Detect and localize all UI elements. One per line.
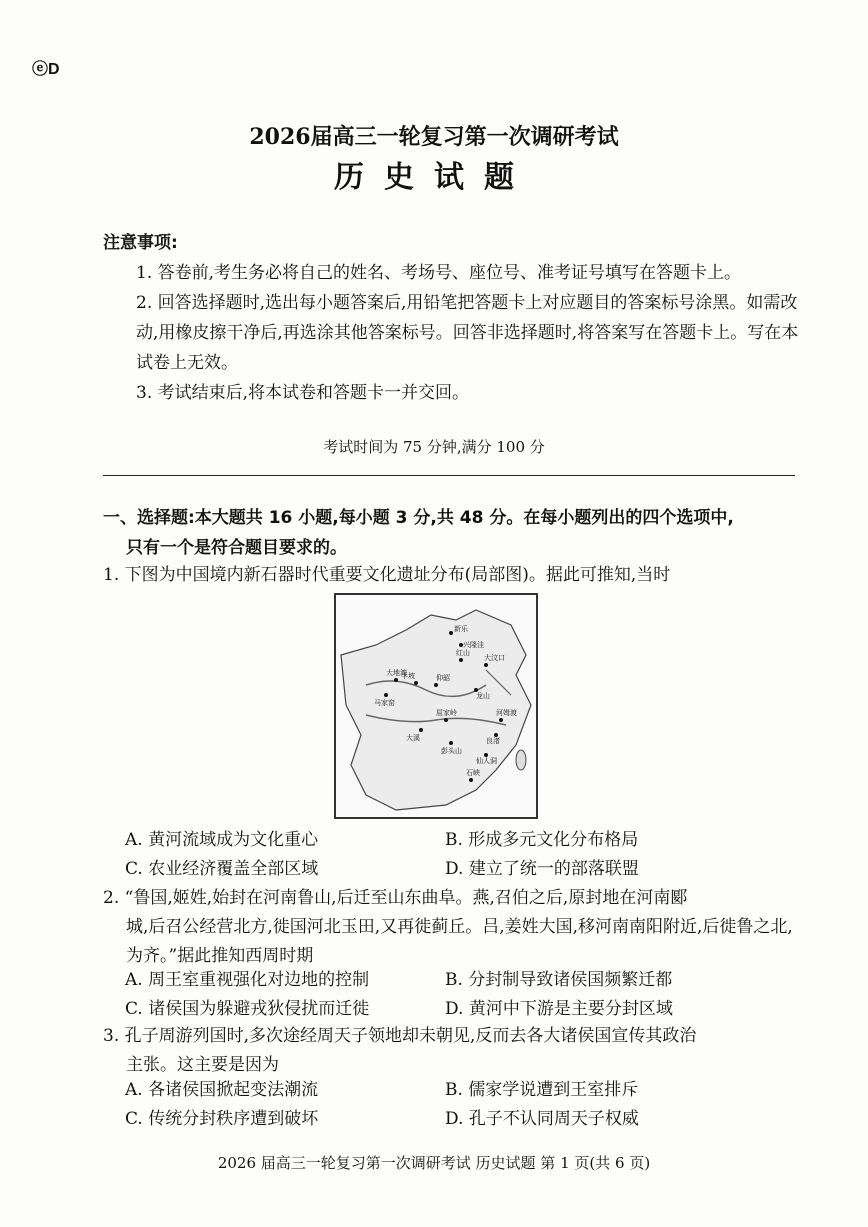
site-dot	[434, 683, 438, 687]
question-stem: 2. “鲁国,姬姓,始封在河南鲁山,后迁至山东曲阜。燕,召伯之后,原封地在河南郾	[103, 888, 688, 908]
question-2-stem	[103, 884, 803, 971]
site-label: 马家窑	[374, 699, 395, 707]
option-a[interactable]: A. 周王室重视强化对边地的控制	[125, 970, 370, 990]
site-dot	[459, 658, 463, 662]
exam-time: 考试时间为 75 分钟,满分 100 分	[323, 438, 545, 456]
corner-mark: ⓔD	[32, 61, 60, 78]
notice-item: 3. 考试结束后,将本试卷和答题卡一并交回。	[136, 383, 470, 403]
question-stem-continued: 主张。这主要是因为	[126, 1055, 279, 1075]
question-stem-continued: 城,后召公经营北方,徙国河北玉田,又再徙蓟丘。吕,姜姓大国,移河南南阳附近,后徙鲁之北,为齐。”据此推知西周时期	[126, 917, 793, 966]
option-d[interactable]: D. 黄河中下游是主要分封区域	[445, 999, 673, 1019]
question-stem: 1. 下图为中国境内新石器时代重要文化遗址分布(局部图)。据此可推知,当时	[103, 565, 671, 585]
site-label: 新乐	[454, 625, 468, 633]
exam-subtitle: 2026届高三一轮复习第一次调研考试	[249, 124, 619, 150]
neolithic-sites-map	[334, 593, 538, 819]
question-3-options	[125, 1076, 765, 1134]
option-a[interactable]: A. 黄河流域成为文化重心	[125, 830, 319, 850]
site-label: 大汶口	[484, 654, 505, 662]
site-label: 龙山	[476, 692, 490, 700]
divider	[103, 475, 795, 476]
site-dot	[449, 741, 453, 745]
section-heading-line2: 只有一个是符合题目要求的。	[126, 538, 347, 558]
site-label: 兴隆洼	[463, 641, 484, 649]
question-2-options	[125, 966, 765, 1024]
question-1-stem	[103, 561, 803, 590]
site-dot	[384, 693, 388, 697]
site-label: 红山	[456, 649, 470, 657]
site-label: 良渚	[486, 737, 500, 745]
site-label: 屈家岭	[436, 709, 457, 717]
site-label: 河姆渡	[496, 709, 517, 717]
site-dot	[484, 663, 488, 667]
option-c[interactable]: C. 诸侯国为躲避戎狄侵扰而迁徙	[125, 999, 370, 1019]
site-dot	[414, 681, 418, 685]
option-d[interactable]: D. 建立了统一的部落联盟	[445, 859, 639, 879]
notice-item: 1. 答卷前,考生务必将自己的姓名、考场号、座位号、准考证号填写在答题卡上。	[136, 263, 742, 283]
map-figure	[336, 595, 536, 817]
site-dot	[419, 728, 423, 732]
exam-title: 历史试题	[334, 160, 534, 195]
option-b[interactable]: B. 分封制导致诸侯国频繁迁都	[445, 970, 673, 990]
site-label: 仙人洞	[476, 757, 497, 765]
site-dot	[394, 678, 398, 682]
option-c[interactable]: C. 农业经济覆盖全部区域	[125, 859, 319, 879]
section-heading-line1: 一、选择题:本大题共 16 小题,每小题 3 分,共 48 分。在每小题列出的四个选项中,	[103, 508, 734, 528]
site-dot	[499, 718, 503, 722]
notice-heading: 注意事项:	[103, 233, 178, 253]
taiwan	[516, 750, 526, 770]
option-a[interactable]: A. 各诸侯国掀起变法潮流	[125, 1080, 319, 1100]
option-d[interactable]: D. 孔子不认同周天子权威	[445, 1109, 639, 1129]
option-b[interactable]: B. 形成多元文化分布格局	[445, 830, 639, 850]
site-label: 彭头山	[441, 747, 462, 755]
notice-item: 2. 回答选择题时,选出每小题答案后,用铅笔把答题卡上对应题目的答案标号涂黑。如需改动,用橡皮擦干净后,再选涂其他答案标号。回答非选择题时,将答案写在答题卡上。写在本试卷上无效。	[136, 293, 799, 373]
section-heading	[103, 503, 803, 563]
site-dot	[469, 778, 473, 782]
page-footer: 2026 届高三一轮复习第一次调研考试 历史试题 第 1 页(共 6 页)	[217, 1154, 651, 1172]
question-3-stem	[103, 1022, 803, 1080]
option-b[interactable]: B. 儒家学说遭到王室排斥	[445, 1080, 639, 1100]
site-label: 仰韶	[436, 674, 450, 682]
site-label: 半坡	[401, 672, 415, 680]
option-c[interactable]: C. 传统分封秩序遭到破坏	[125, 1109, 319, 1129]
site-label: 石峡	[466, 769, 480, 777]
site-dot	[444, 718, 448, 722]
site-label: 大地湾	[386, 669, 407, 677]
site-dot	[449, 631, 453, 635]
question-stem: 3. 孔子周游列国时,多次途经周天子领地却未朝见,反而去各大诸侯国宣传其政治	[103, 1026, 697, 1046]
question-1-options	[125, 826, 765, 884]
notice-block	[103, 228, 803, 408]
site-label: 大溪	[406, 734, 420, 742]
